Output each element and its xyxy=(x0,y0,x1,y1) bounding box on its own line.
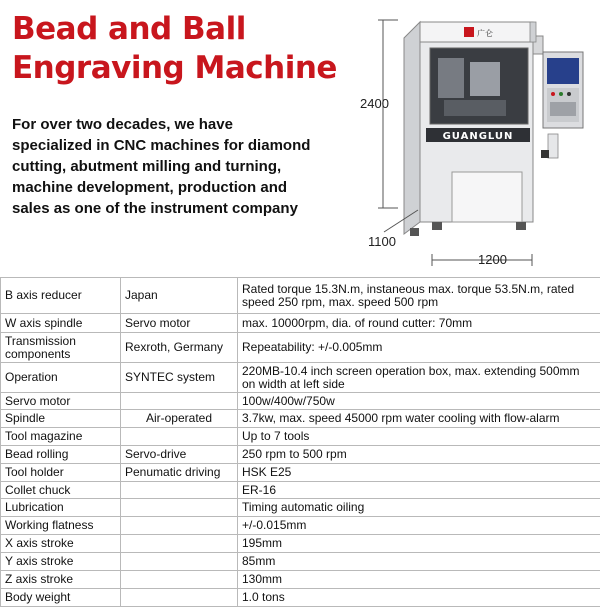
spec-source: Japan xyxy=(121,278,238,314)
logo-text: 广仑 xyxy=(477,28,493,38)
spec-item: Y axis stroke xyxy=(1,553,121,571)
table-row xyxy=(1,363,600,393)
table-row xyxy=(1,517,600,535)
spec-detail: max. 10000rpm, dia. of round cutter: 70mm xyxy=(238,314,600,333)
title-line-2: Engraving Machine xyxy=(12,49,372,88)
table-row xyxy=(1,499,600,517)
spec-item: Spindle xyxy=(1,410,121,428)
table-row xyxy=(1,589,600,607)
spec-detail: Up to 7 tools xyxy=(238,428,600,446)
spec-item: X axis stroke xyxy=(1,535,121,553)
table-row xyxy=(1,314,600,333)
spec-source xyxy=(121,517,238,535)
spec-detail: 130mm xyxy=(238,571,600,589)
spec-source xyxy=(121,589,238,607)
spec-detail: 1.0 tons xyxy=(238,589,600,607)
page-title xyxy=(12,10,372,88)
spec-item: Transmission components xyxy=(1,333,121,363)
height-label: 2400 xyxy=(360,96,389,111)
width-label: 1200 xyxy=(478,252,507,267)
spec-detail: 220MB-10.4 inch screen operation box, max. extending 500mm on width at left side xyxy=(238,363,600,393)
spec-item: Bead rolling xyxy=(1,446,121,464)
handwheel-pendant xyxy=(548,134,558,158)
spec-source: Rexroth, Germany xyxy=(121,333,238,363)
spec-source: Penumatic driving xyxy=(121,464,238,482)
depth-label: 1100 xyxy=(368,234,396,249)
table-row xyxy=(1,482,600,499)
spec-detail: 195mm xyxy=(238,535,600,553)
spec-source xyxy=(121,393,238,410)
table-row xyxy=(1,464,600,482)
spec-detail: HSK E25 xyxy=(238,464,600,482)
spec-detail: Repeatability: +/-0.005mm xyxy=(238,333,600,363)
spec-item: Z axis stroke xyxy=(1,571,121,589)
table-row xyxy=(1,535,600,553)
foot xyxy=(432,222,442,230)
spec-detail: 250 rpm to 500 rpm xyxy=(238,446,600,464)
table-row xyxy=(1,410,600,428)
table-row xyxy=(1,333,600,363)
table-row xyxy=(1,428,600,446)
spec-source: Servo motor xyxy=(121,314,238,333)
table-row xyxy=(1,553,600,571)
table-row xyxy=(1,571,600,589)
spec-detail: ER-16 xyxy=(238,482,600,499)
spec-item: Lubrication xyxy=(1,499,121,517)
spec-item: Collet chuck xyxy=(1,482,121,499)
table-row xyxy=(1,446,600,464)
spec-source xyxy=(121,428,238,446)
spec-item: Operation xyxy=(1,363,121,393)
spec-source: Servo-drive xyxy=(121,446,238,464)
intro-paragraph: For over two decades, we have specialized in CNC machines for diamond cutting, abutment milling and turning, machine development, production and sales as one of the instrument company xyxy=(12,114,312,219)
spec-detail: Rated torque 15.3N.m, instaneous max. torque 53.5N.m, rated speed 250 rpm, max. speed 500 rpm xyxy=(238,278,600,314)
spec-item: Body weight xyxy=(1,589,121,607)
spec-source: SYNTEC system xyxy=(121,363,238,393)
machine-illustration xyxy=(360,10,592,272)
spec-source xyxy=(121,535,238,553)
title-line-1: Bead and Ball xyxy=(12,10,372,49)
spec-detail: 85mm xyxy=(238,553,600,571)
spec-item: Working flatness xyxy=(1,517,121,535)
foot xyxy=(516,222,526,230)
spec-source xyxy=(121,571,238,589)
spec-item: B axis reducer xyxy=(1,278,121,314)
control-screen xyxy=(547,58,579,84)
spec-item: W axis spindle xyxy=(1,314,121,333)
cabinet-door xyxy=(452,172,522,222)
spec-source xyxy=(121,499,238,517)
table-row xyxy=(1,278,600,314)
spec-table xyxy=(0,277,600,607)
spec-source xyxy=(121,482,238,499)
spec-source xyxy=(121,553,238,571)
spec-detail: +/-0.015mm xyxy=(238,517,600,535)
foot xyxy=(410,228,419,236)
cabinet-side-panel xyxy=(404,22,420,234)
brand-logo-icon xyxy=(464,27,474,37)
spec-source: Air-operated xyxy=(121,410,238,428)
spec-detail: Timing automatic oiling xyxy=(238,499,600,517)
brand-name: GUANGLUN xyxy=(443,131,514,142)
spec-item: Tool magazine xyxy=(1,428,121,446)
spec-detail: 3.7kw, max. speed 45000 rpm water cooling with flow-alarm xyxy=(238,410,600,428)
spec-detail: 100w/400w/750w xyxy=(238,393,600,410)
spec-item: Servo motor xyxy=(1,393,121,410)
table-row xyxy=(1,393,600,410)
spec-item: Tool holder xyxy=(1,464,121,482)
